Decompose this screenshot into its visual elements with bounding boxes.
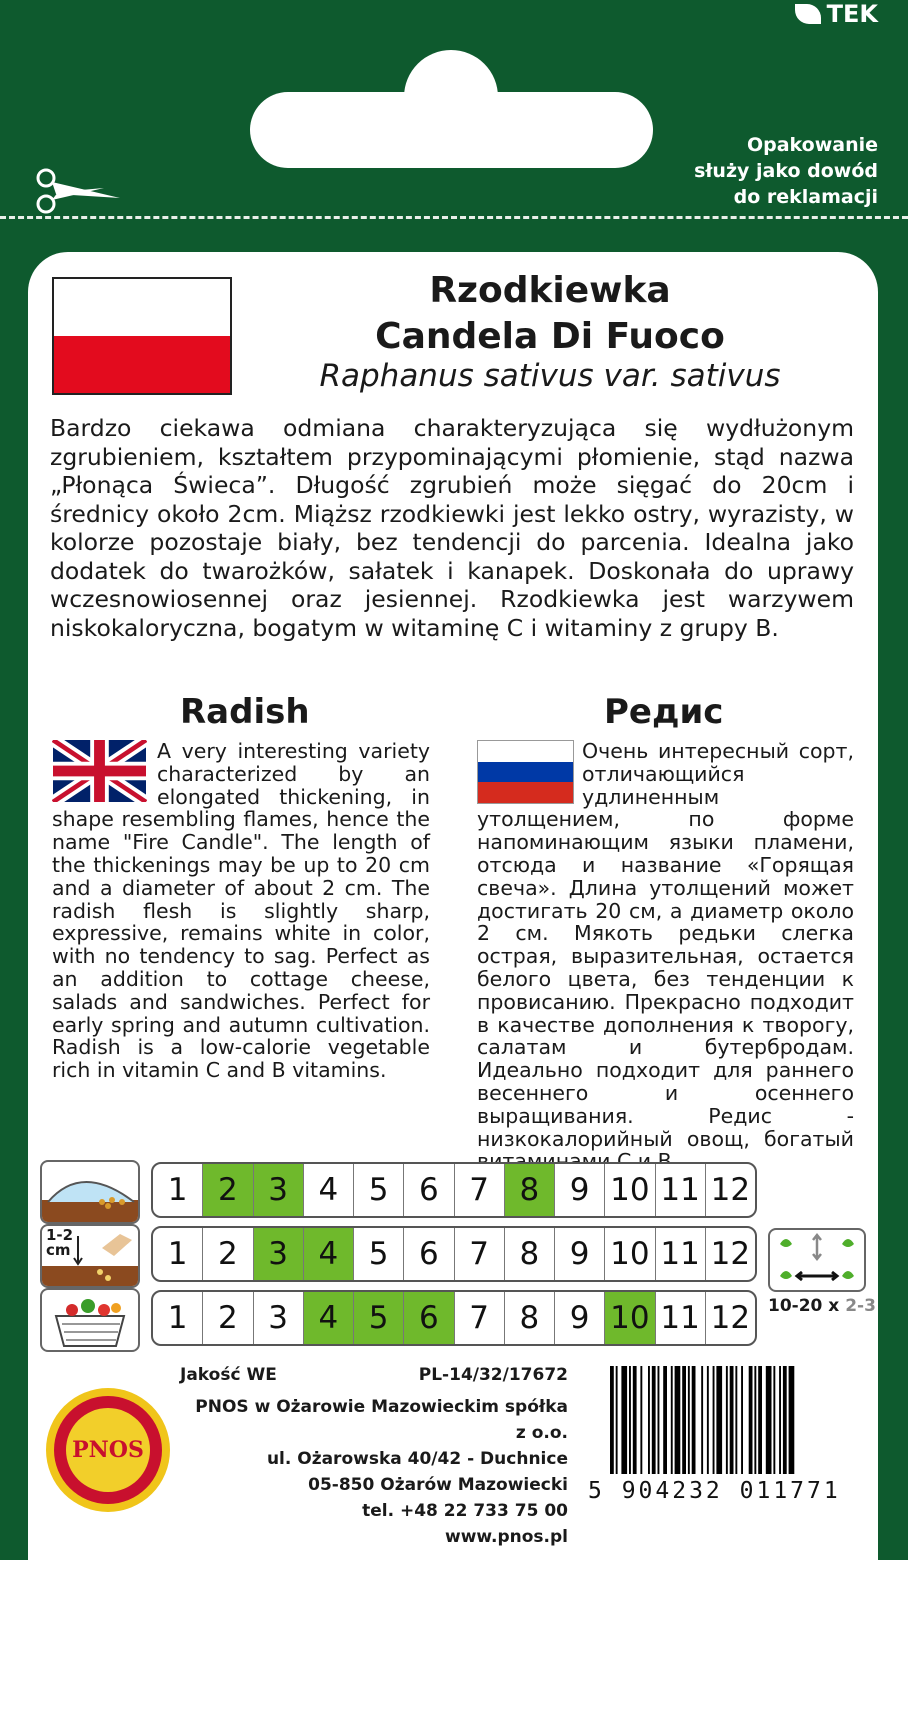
calendar-month-cell: 5	[354, 1164, 404, 1216]
pnos-logo: PNOS	[46, 1388, 170, 1512]
calendar-month-cell: 1	[153, 1228, 203, 1280]
calendar-month-cell: 5	[354, 1292, 404, 1344]
calendar-month-cell: 8	[505, 1164, 555, 1216]
calendar-month-cell: 8	[505, 1292, 555, 1344]
calendar-month-cell: 9	[555, 1164, 605, 1216]
calendar-month-cell: 2	[203, 1292, 253, 1344]
calendar-month-cell: 9	[555, 1228, 605, 1280]
calendar-month-cell: 6	[404, 1292, 454, 1344]
calendar-row-sowing-under-cover	[151, 1162, 757, 1218]
english-heading: Radish	[180, 692, 310, 732]
leaf-icon	[795, 4, 821, 24]
calendar-month-cell: 11	[656, 1164, 706, 1216]
brand-mark: TEK	[795, 0, 878, 28]
polish-description: Bardzo ciekawa odmiana charakteryzująca się wydłużonym zgrubieniem, kształtem przypominającymi płomienie, stąd nazwa „Płonąca Świeca”. Długość zgrubień może sięgać do 20cm i średnicy około 2cm. Miąższ rzodkiewki jest lekko ostry, wyrazisty, w kolorze pozostaje biały, bez tendencji do parcenia. Idealna jako dodatek do twarożków, sałatek i kanapek. Doskonała do uprawy wczesnowiosennej oraz jesiennej. Rzodkiewka jest warzywem niskokaloryczna, bogatym w witaminę C i witaminy z grupy B.	[50, 414, 854, 642]
calendar-month-cell: 11	[656, 1228, 706, 1280]
calendar-row-sowing-outdoor	[151, 1226, 757, 1282]
calendar-month-cell: 12	[710, 1300, 751, 1336]
poland-flag-icon	[52, 277, 232, 395]
sowing-depth-icon: 1-2 cm	[40, 1224, 140, 1288]
greenhouse-sowing-icon	[40, 1160, 140, 1224]
plant-spacing-icon	[768, 1228, 866, 1292]
calendar-month-cell: 6	[404, 1164, 454, 1216]
calendar-month-cell: 12	[710, 1172, 751, 1208]
calendar-month-cell: 6	[404, 1228, 454, 1280]
calendar-month-cell: 5	[354, 1228, 404, 1280]
calendar-month-cell: 2	[203, 1228, 253, 1280]
product-title: Rzodkiewka Candela Di Fuoco	[375, 270, 725, 357]
plant-spacing-label: 10-20 x 2-3	[768, 1296, 876, 1316]
hang-hole	[250, 92, 653, 168]
calendar-month-cell: 12	[710, 1236, 751, 1272]
scissors-icon	[34, 168, 124, 216]
calendar-month-cell: 3	[254, 1164, 304, 1216]
cut-line	[0, 216, 908, 219]
calendar-month-cell: 9	[555, 1292, 605, 1344]
calendar-month-cell: 3	[254, 1292, 304, 1344]
russian-heading: Редис	[604, 692, 724, 732]
calendar-month-cell: 1	[153, 1164, 203, 1216]
calendar-month-cell: 3	[254, 1228, 304, 1280]
quality-label: Jakość WE	[180, 1365, 277, 1385]
calendar-month-cell: 7	[455, 1292, 505, 1344]
calendar-month-cell: 2	[203, 1164, 253, 1216]
calendar-month-cell: 11	[656, 1292, 706, 1344]
barcode-number: 5 904232 011771	[588, 1478, 841, 1504]
calendar-row-harvest	[151, 1290, 757, 1346]
calendar-month-cell: 10	[605, 1164, 655, 1216]
harvest-basket-icon	[40, 1288, 140, 1352]
calendar-month-cell: 10	[605, 1228, 655, 1280]
calendar-month-cell: 4	[304, 1292, 354, 1344]
calendar-month-cell: 7	[455, 1164, 505, 1216]
calendar-month-cell: 7	[455, 1228, 505, 1280]
english-description: A very interesting variety characterized by an elongated thickening, in shape resembling flames, hence the name "Fire Candle". The length of the thickenings may be up to 20 cm and a diameter of about 2 cm. The radish flesh is slightly sharp, expressive, remains white in color, with no tendency to sag. Perfect as an addition to cottage cheese, salads and sandwiches. Perfect for early spring and autumn cultivation. Radish is a low-calorie vegetable rich in vitamin C and B vitamins.	[52, 739, 430, 1083]
calendar-month-cell: 8	[505, 1228, 555, 1280]
calendar-month-cell: 10	[605, 1292, 655, 1344]
calendar-month-cell: 1	[153, 1292, 203, 1344]
calendar-month-cell: 4	[304, 1228, 354, 1280]
calendar-month-cell: 4	[304, 1164, 354, 1216]
complaint-notice: Opakowanie służy jako dowód do reklamacji	[694, 134, 878, 208]
russian-description: Очень интересный сорт, отличающийся удлиненным утолщением, по форме напоминающим языки пламени, отсюда и название «Горящая свеча». Длина утолщений может достигать 20 см, а диаметр около 2 см. Мякоть редьки слегка острая, выразительная, остается белого цвета, без тенденции к провисанию. Прекрасно подходит в качестве дополнения к творогу, салатам и бутербродам. Идеально подходит для раннего весеннего и осеннего выращивания. Редис - низкокалорийный овощ, богатый	[477, 739, 854, 1151]
latin-name: Raphanus sativus var. sativus	[319, 358, 781, 394]
certificate-code: PL-14/32/17672	[418, 1365, 568, 1385]
company-address: PNOS w Ożarowie Mazowieckim spółka z o.o. ul. Ożarowska 40/42 - Duchnice 05-850 Ożarów Mazowiecki tel. +48 22 733 75 00 www.pnos.pl	[195, 1397, 568, 1547]
